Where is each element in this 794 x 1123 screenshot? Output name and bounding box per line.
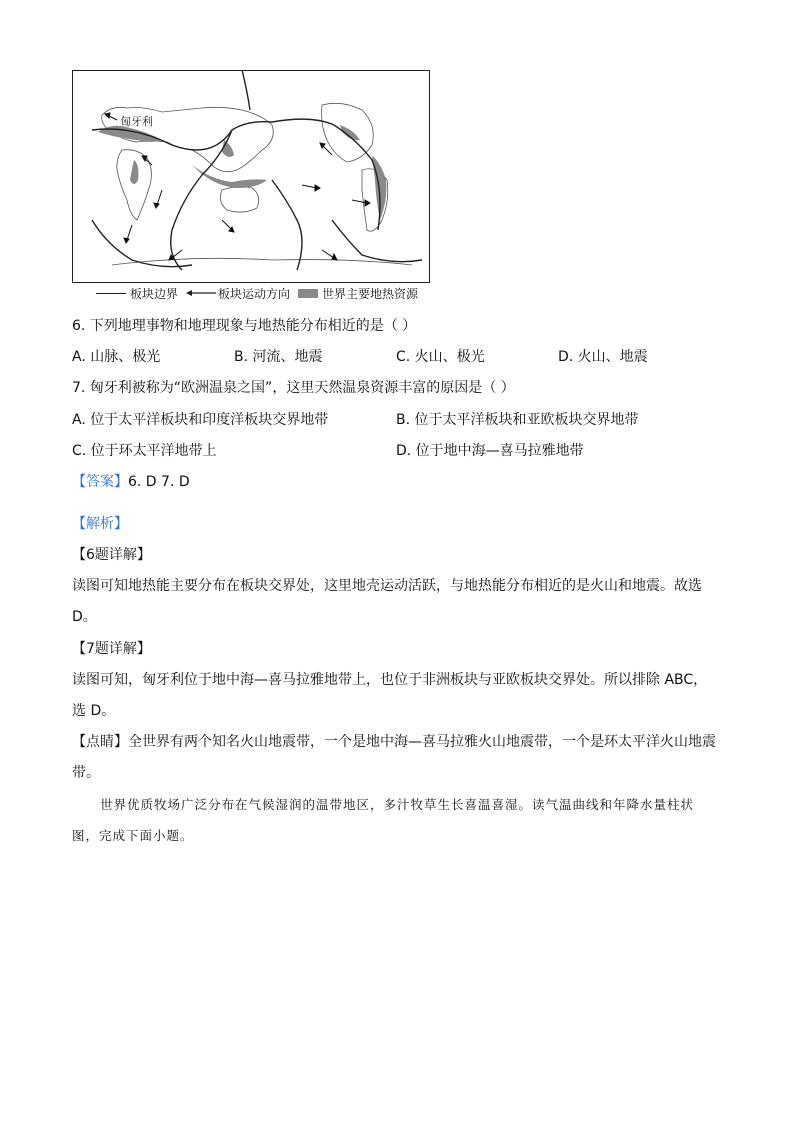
q6-option-b: B. 河流、地震 xyxy=(234,349,323,365)
detail-6-title: 【6题详解】 xyxy=(72,547,151,563)
q6-stem: 6. 下列地理事物和地理现象与地热能分布相近的是（ ） xyxy=(72,318,417,334)
tip-text: 全世界有两个知名火山地震带，一个是地中海—喜马拉雅火山地震带，一个是环太平洋火山地震 xyxy=(128,734,716,750)
detail-7-line2: 选 D。 xyxy=(72,703,116,719)
legend-boundary xyxy=(96,285,178,302)
answer-line xyxy=(72,472,190,492)
q6-option-c: C. 火山、极光 xyxy=(396,349,485,365)
q7-option-b: B. 位于太平洋板块和亚欧板块交界地带 xyxy=(396,412,639,428)
plate-geothermal-map xyxy=(72,70,430,283)
answer-text: 6. D 7. D xyxy=(128,474,190,490)
boundary-line-icon xyxy=(96,293,126,294)
q7-option-c: C. 位于环太平洋地带上 xyxy=(72,443,217,459)
tip-line2: 带。 xyxy=(72,765,100,781)
legend-direction-label: 板块运动方向 xyxy=(218,286,291,301)
q6-option-d: D. 火山、地震 xyxy=(558,349,648,365)
legend-geothermal xyxy=(298,285,418,302)
intro-line1: 世界优质牧场广泛分布在气候湿润的温带地区，多汁牧草生长喜温喜湿。读气温曲线和年降水量柱状 xyxy=(100,797,695,812)
q7-option-a: A. 位于太平洋板块和印度洋板块交界地带 xyxy=(72,412,329,428)
detail-7-line1: 读图可知，匈牙利位于地中海—喜马拉雅地带上，也位于非洲板块与亚欧板块交界处。所以排除 ABC， xyxy=(72,672,708,688)
legend-direction xyxy=(186,285,290,302)
legend-geothermal-label: 世界主要地热资源 xyxy=(322,286,419,301)
answer-label: 【答案】 xyxy=(72,474,128,490)
analysis-label: 【解析】 xyxy=(72,516,128,532)
q7-option-d: D. 位于地中海—喜马拉雅地带 xyxy=(396,443,584,459)
q7-stem: 7. 匈牙利被称为“欧洲温泉之国”，这里天然温泉资源丰富的原因是（ ） xyxy=(72,380,515,396)
map-legend xyxy=(96,285,426,301)
detail-6-line2: D。 xyxy=(72,609,97,625)
arrow-left-icon xyxy=(186,288,216,298)
detail-6-line1: 读图可知地热能主要分布在板块交界处，这里地壳运动活跃，与地热能分布相近的是火山和地震。故选 xyxy=(72,578,702,594)
detail-7-title: 【7题详解】 xyxy=(72,641,151,657)
geothermal-swatch-icon xyxy=(298,289,318,298)
q6-option-a: A. 山脉、极光 xyxy=(72,349,161,365)
world-map-svg xyxy=(72,70,430,283)
tip-label: 【点睛】 xyxy=(72,734,128,750)
tip-line1 xyxy=(72,732,716,752)
intro-line2: 图，完成下面小题。 xyxy=(72,828,194,843)
map-label-hungary: 匈牙利 xyxy=(120,115,153,128)
legend-boundary-label: 板块边界 xyxy=(130,286,179,301)
